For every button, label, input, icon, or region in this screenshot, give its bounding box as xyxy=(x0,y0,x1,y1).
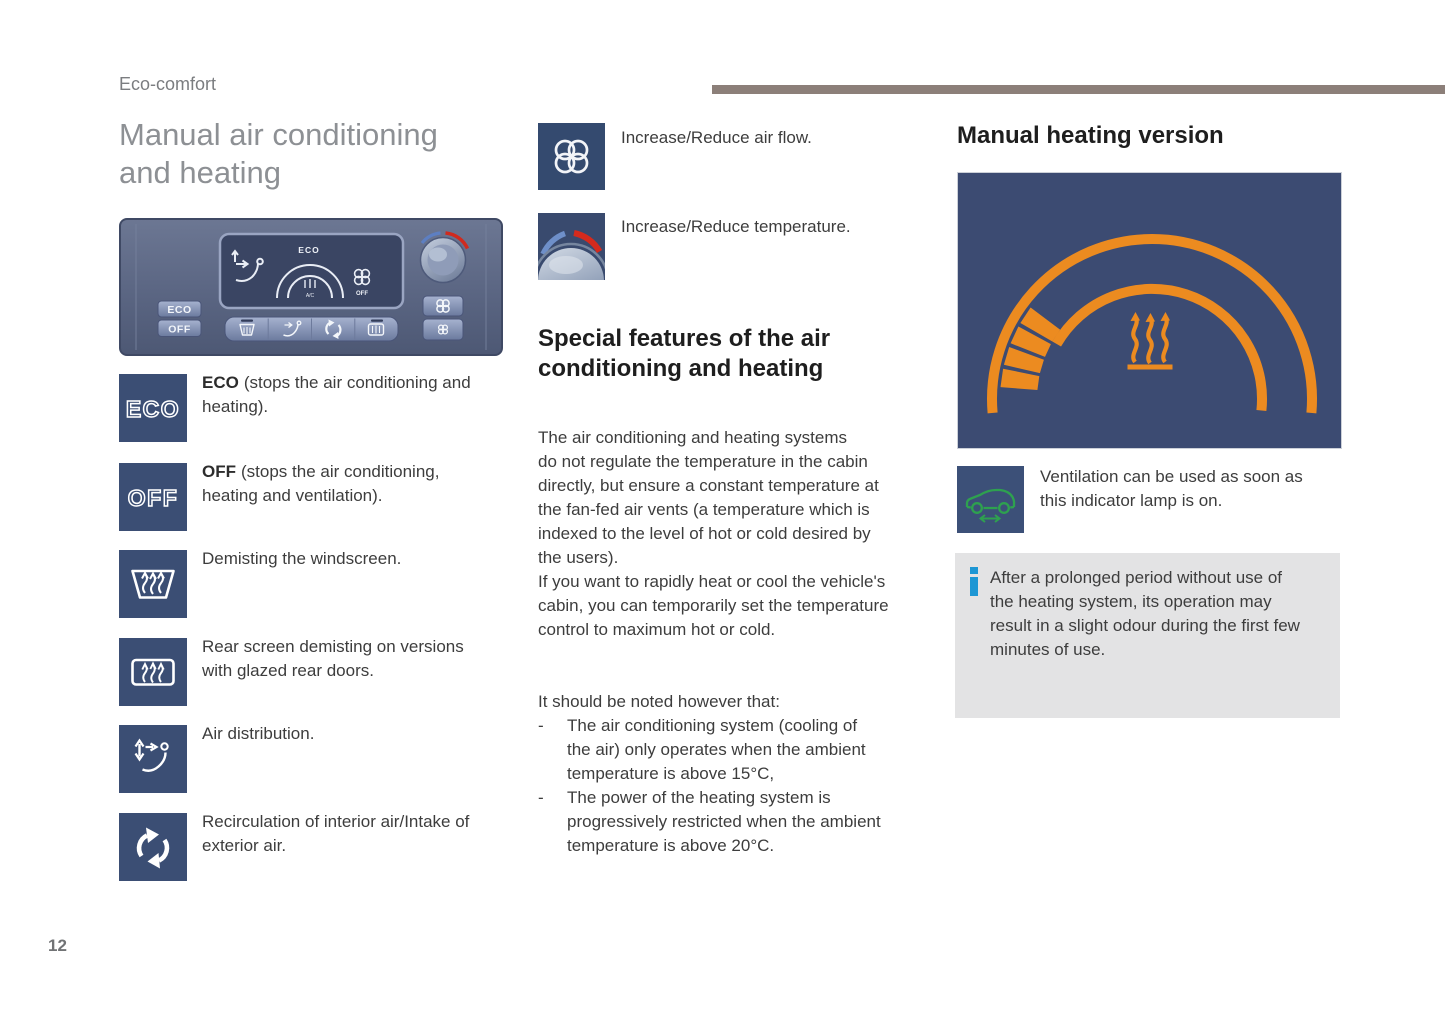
svg-text:ECO: ECO xyxy=(167,304,192,316)
panel-fan-reduce-button xyxy=(423,319,463,340)
bullet-item: - The power of the heating system is progressively restricted when the ambient temperature is above 20°C. xyxy=(538,788,881,855)
fan-icon xyxy=(538,123,605,190)
legend-text: Demisting the windscreen. xyxy=(202,549,402,568)
eco-button-icon xyxy=(119,374,187,442)
info-note: After a prolonged period without use of the heating system, its operation may result in a slight odour during the first few minutes of use. xyxy=(990,568,1300,659)
legend-text: ECO (stops the air conditioning and heating). xyxy=(202,373,471,416)
bullet-item: - The air conditioning system (cooling of the air) only operates when the ambient temperature is above 15°C, xyxy=(538,716,866,783)
note-bullets xyxy=(538,714,938,858)
panel-off-button xyxy=(158,320,201,337)
legend-row-eco xyxy=(119,374,517,442)
display-ac-text: A/C xyxy=(305,293,315,299)
legend-row-off xyxy=(119,463,517,531)
panel-display xyxy=(220,234,403,308)
rear-demist-icon xyxy=(119,638,187,706)
ventilation-note: Ventilation can be used as soon as this indicator lamp is on. xyxy=(1040,467,1303,510)
svg-text:OFF: OFF xyxy=(168,323,191,336)
info-icon xyxy=(968,567,980,596)
manual-heating-heading: Manual heating version xyxy=(957,122,1224,149)
temperature-legend-label: Increase/Reduce temperature. xyxy=(621,217,851,236)
display-eco-text: ECO xyxy=(298,245,320,255)
panel-eco-button xyxy=(158,301,201,317)
recirculation-icon xyxy=(119,813,187,881)
heating-dial-image xyxy=(957,172,1342,449)
legend-row-rear-demist xyxy=(119,638,517,706)
legend-text: Recirculation of interior air/Intake of exterior air. xyxy=(202,812,470,855)
windscreen-demist-icon xyxy=(119,550,187,618)
svg-text:ECO: ECO xyxy=(125,396,181,422)
off-button-icon xyxy=(119,463,187,531)
legend-row-recirculation xyxy=(119,813,517,881)
heat-icon xyxy=(1128,312,1173,370)
temperature-knob-icon xyxy=(538,213,605,280)
panel-function-buttons xyxy=(225,317,398,341)
svg-text:OFF: OFF xyxy=(127,485,179,511)
ventilation-indicator-icon xyxy=(957,466,1024,533)
special-features-heading: Special features of the air conditioning and heating xyxy=(538,325,831,382)
climate-control-panel-image xyxy=(119,218,503,356)
legend-row-air-distribution xyxy=(119,725,517,793)
note-intro: It should be noted however that: xyxy=(538,692,780,711)
panel-fan-increase-button xyxy=(423,296,463,316)
page-number: 12 xyxy=(48,936,67,955)
legend-text: OFF (stops the air conditioning, heating and ventilation). xyxy=(202,462,440,505)
airflow-legend-label: Increase/Reduce air flow. xyxy=(621,128,812,147)
section-label: Eco-comfort xyxy=(119,74,217,94)
special-features-paragraph: The air conditioning and heating systems do not regulate the temperature in the cabin directly, but ensure a constant temperature at the fan-fed air vents (a temperature which is indexed to the level of hot or cold desired by the users). If you want to rapidly heat or cool the vehicle's cabin, you can temporarily set the temperature control to maximum hot or cold. xyxy=(538,428,889,639)
display-off-text: OFF xyxy=(356,291,368,297)
legend-row-windscreen-demist xyxy=(119,550,517,618)
air-distribution-icon xyxy=(119,725,187,793)
page-title: Manual air conditioning and heating xyxy=(119,117,438,190)
legend-text: Air distribution. xyxy=(202,724,315,743)
legend-text: Rear screen demisting on versions with glazed rear doors. xyxy=(202,637,464,680)
header-rule-bar xyxy=(712,85,1445,94)
